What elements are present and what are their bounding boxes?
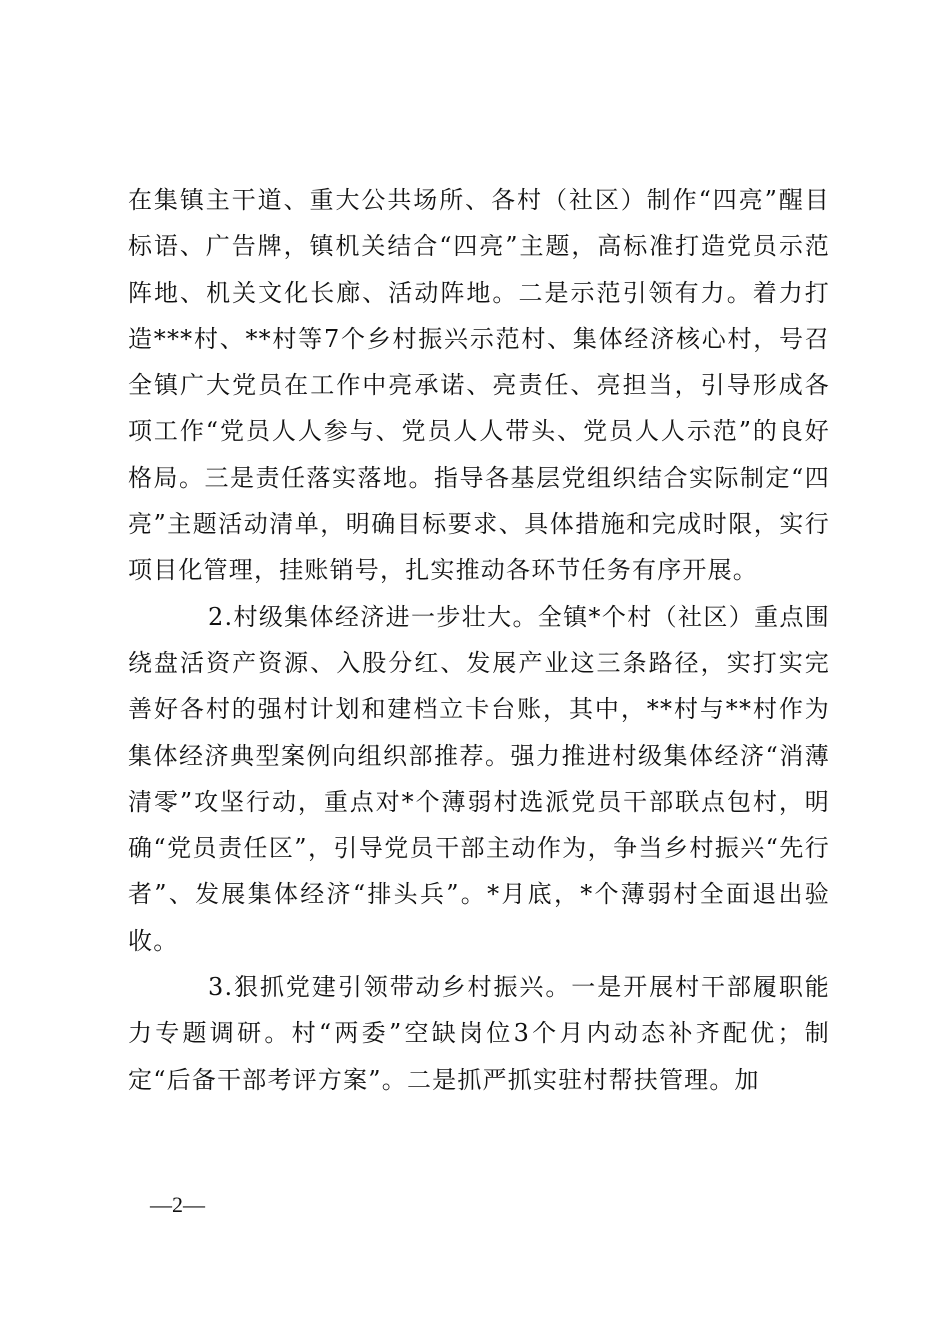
page-number: —2— [150,1192,205,1217]
paragraph-rural-revitalization: 3.狠抓党建引领带动乡村振兴。一是开展村干部履职能力专题调研。村“两委”空缺岗位3个月内动态补齐配优；制定“后备干部考评方案”。二是抓严抓实驻村帮扶管理。加 [128,973,830,1094]
paragraph-collective-economy: 2.村级集体经济进一步壮大。全镇*个村（社区）重点围绕盘活资产资源、入股分红、发展产业这三条路径，实打实完善好各村的强村计划和建档立卡台账，其中，**村与**村作为集体经济典型案例向组织部推荐。强力推进村级集体经济“消薄清零”攻坚行动，重点对*个薄弱村选派党员干部联点包村，明确“党员责任区”，引导党员干部主动作为，争当乡村振兴“先行者”、发展集体经济“排头兵”。*月底，*个薄弱村全面退出验收。 [128,602,830,955]
paragraph-continuation: 在集镇主干道、重大公共场所、各村（社区）制作“四亮”醒目标语、广告牌，镇机关结合“四亮”主题，高标准打造党员示范阵地、机关文化长廊、活动阵地。二是示范引领有力。着力打造***村、**村等7个乡村振兴示范村、集体经济核心村，号召全镇广大党员在工作中亮承诺、亮责任、亮担当，引导形成各项工作“党员人人参与、党员人人带头、党员人人示范”的良好格局。三是责任落实落地。指导各基层党组织结合实际制定“四亮”主题活动清单，明确目标要求、具体措施和完成时限，实行项目化管理，挂账销号，扎实推动各环节任务有序开展。 [128,186,830,585]
document-body [128,177,830,1103]
